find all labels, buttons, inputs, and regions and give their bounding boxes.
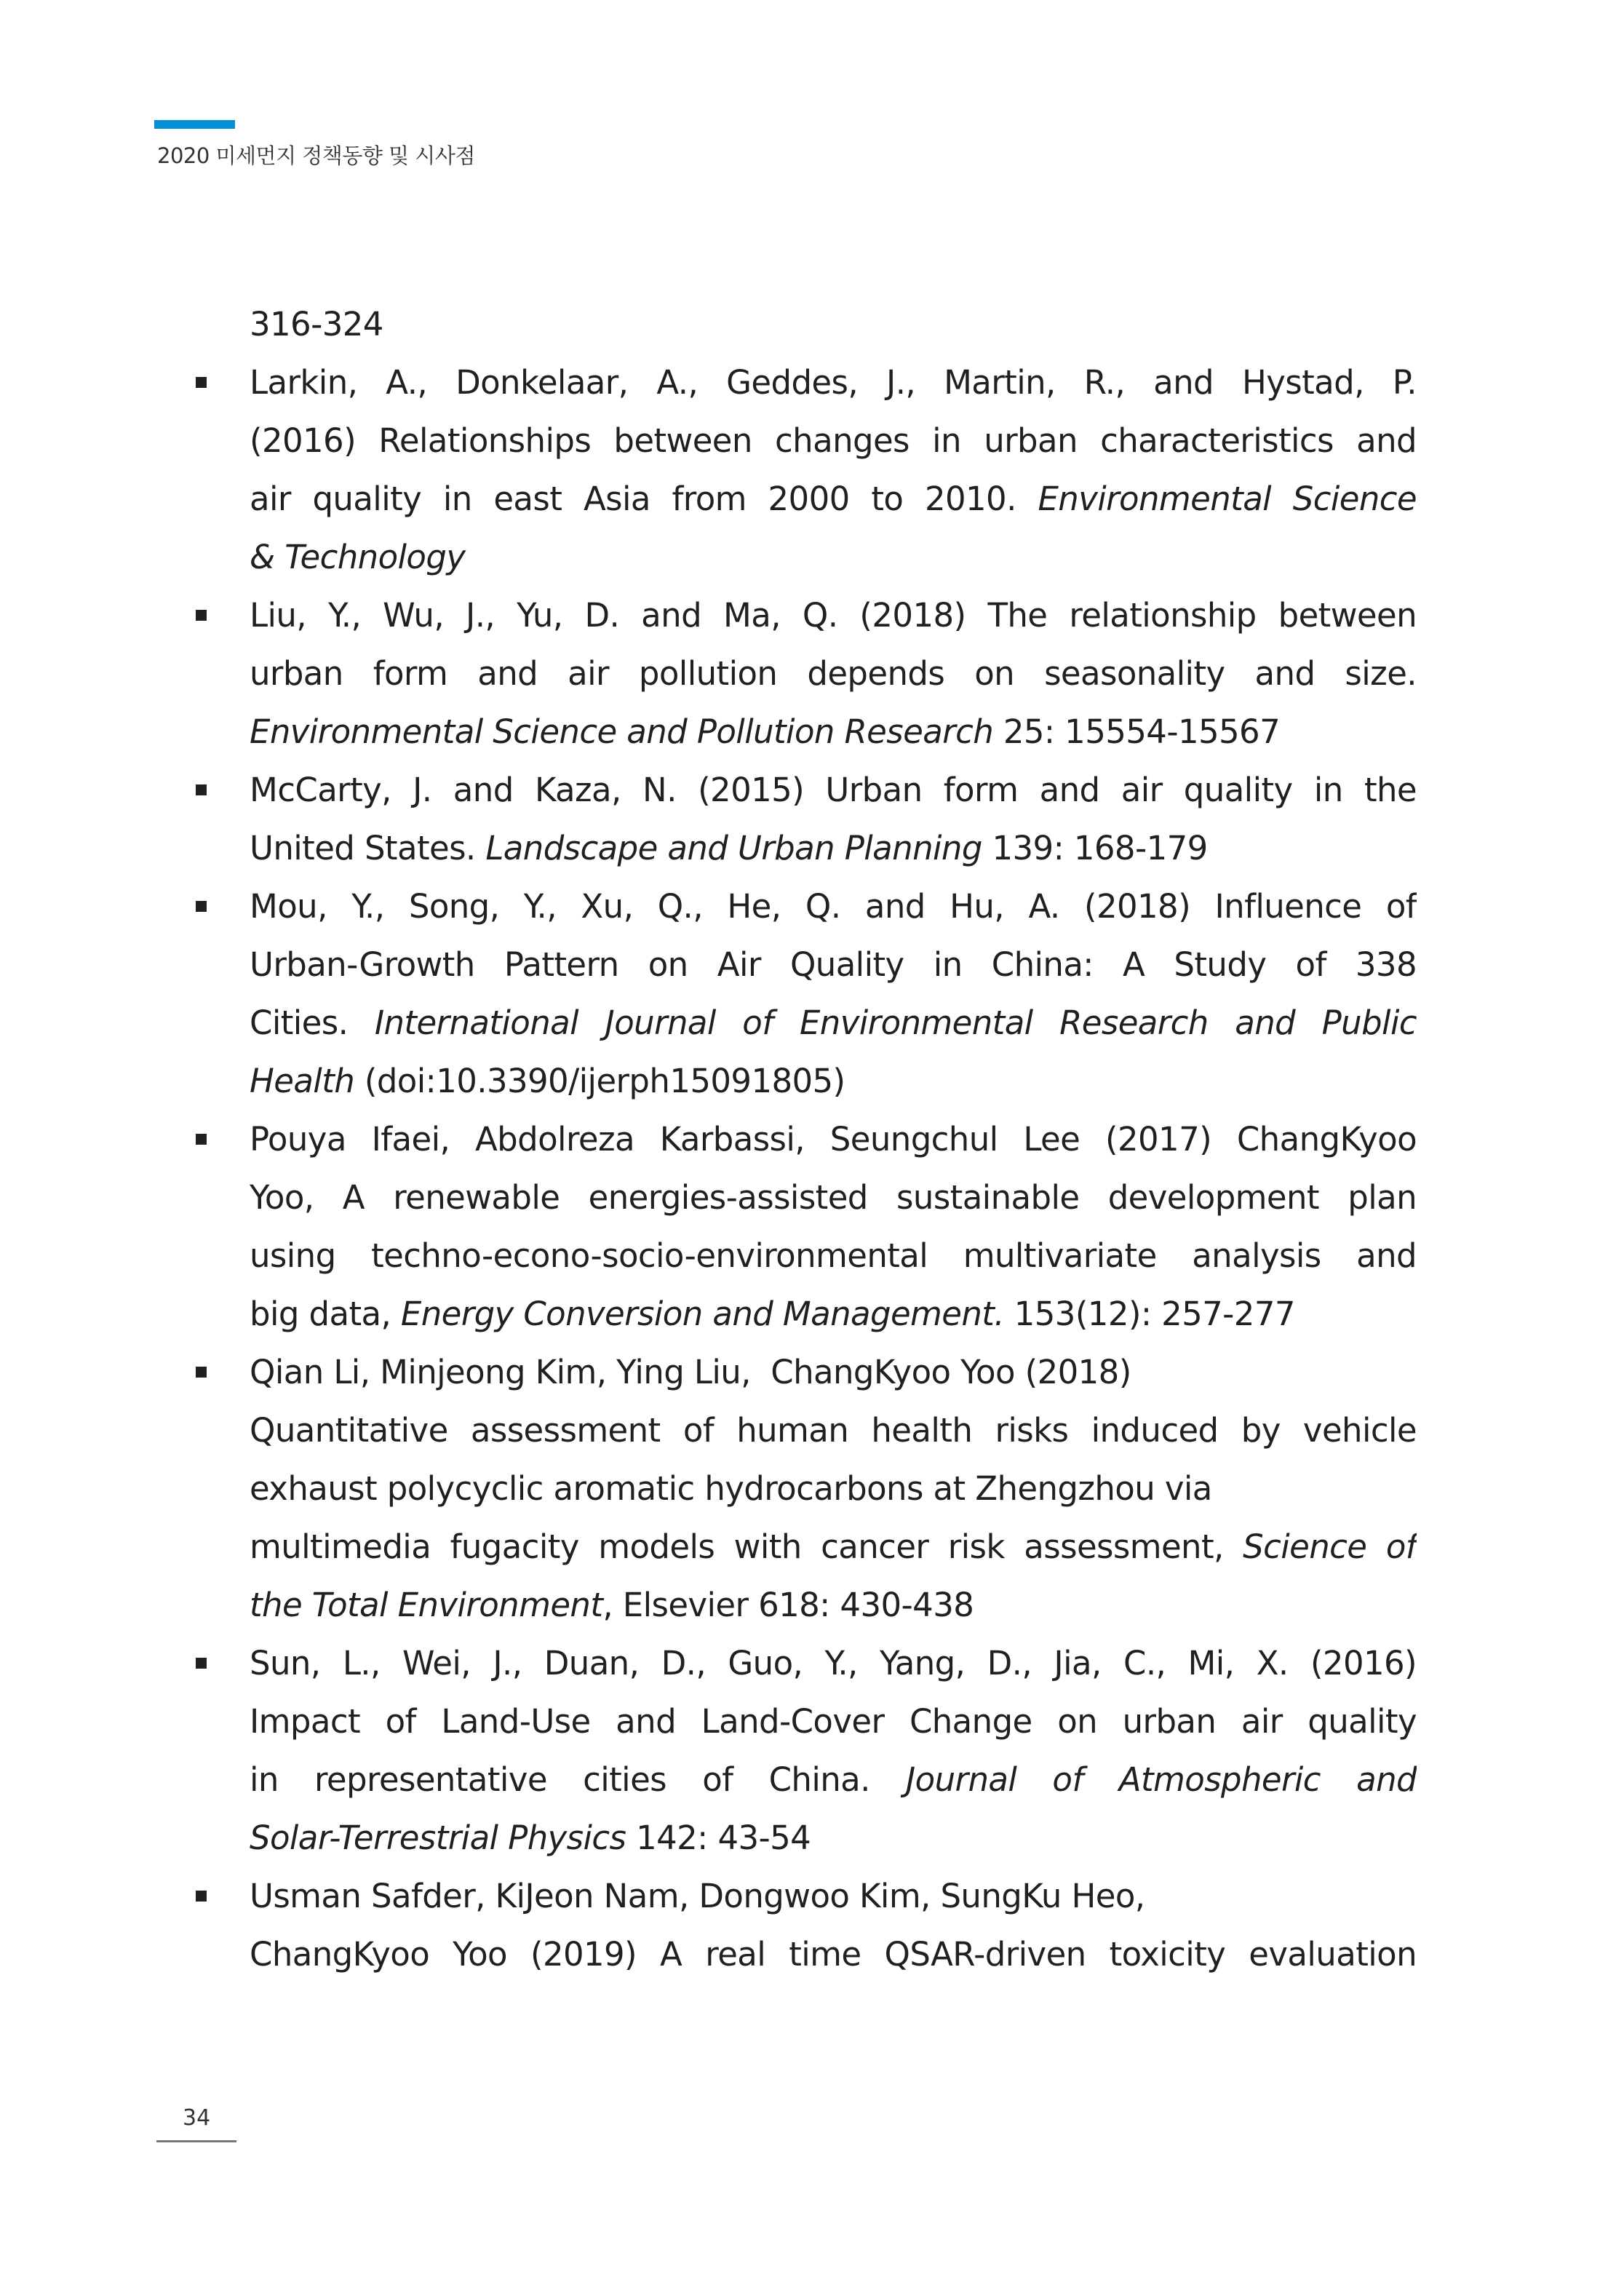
reference-text: United States.	[250, 829, 486, 867]
reference-line	[250, 1518, 1417, 1576]
journal-title: Science of	[1243, 1527, 1417, 1566]
reference-line	[250, 1169, 1417, 1227]
reference-line	[250, 1285, 1417, 1343]
running-title: 2020 미세먼지 정책동향 및 시사점	[157, 143, 475, 168]
reference-text: (doi:10.3390/ijerph15091805)	[354, 1062, 845, 1100]
reference-line	[250, 1402, 1417, 1460]
journal-title: Solar-Terrestrial Physics	[250, 1819, 626, 1857]
reference-text: Cities.	[250, 1004, 375, 1042]
reference-text: ChangKyoo Yoo (2019) A real time QSAR-driven toxicity evaluation	[250, 1935, 1417, 1974]
journal-title: International Journal of Environmental Research and Public	[374, 1004, 1417, 1042]
reference-continuation: 316-324	[250, 305, 383, 343]
reference-text: big data,	[250, 1295, 401, 1333]
reference-line	[250, 1343, 1417, 1402]
list-bullet-icon	[196, 1134, 207, 1145]
reference-line	[250, 354, 1417, 412]
reference-line	[250, 412, 1417, 470]
reference-line	[250, 819, 1417, 878]
reference-line	[250, 994, 1417, 1052]
reference-line	[250, 645, 1417, 703]
list-bullet-icon	[196, 610, 207, 621]
reference-text: exhaust polycyclic aromatic hydrocarbons at Zhengzhou via	[250, 1469, 1212, 1508]
journal-title: the Total Environment	[250, 1586, 603, 1624]
list-bullet-icon	[196, 901, 207, 912]
reference-text: McCarty, J. and Kaza, N. (2015) Urban form and air quality in the	[250, 771, 1417, 809]
journal-title: Environmental Science	[1038, 480, 1417, 518]
header-accent-bar	[154, 120, 235, 129]
reference-text: air quality in east Asia from 2000 to 2010.	[250, 480, 1038, 518]
reference-text: using techno-econo-socio-environmental multivariate analysis and	[250, 1236, 1417, 1275]
reference-text: Pouya Ifaei, Abdolreza Karbassi, Seungchul Lee (2017) ChangKyoo	[250, 1120, 1417, 1159]
list-bullet-icon	[196, 1658, 207, 1669]
reference-text: Sun, L., Wei, J., Duan, D., Guo, Y., Yang, D., Jia, C., Mi, X. (2016)	[250, 1644, 1417, 1682]
reference-line	[250, 1634, 1417, 1693]
reference-line	[250, 1052, 1417, 1110]
reference-line	[250, 1576, 1417, 1634]
reference-text: Liu, Y., Wu, J., Yu, D. and Ma, Q. (2018) The relationship between	[250, 596, 1417, 635]
reference-text: 25: 15554-15567	[993, 712, 1281, 751]
reference-line	[250, 1110, 1417, 1169]
reference-text: multimedia fugacity models with cancer risk assessment,	[250, 1527, 1243, 1566]
reference-text: Usman Safder, KiJeon Nam, Dongwoo Kim, SungKu Heo,	[250, 1877, 1145, 1915]
reference-text: (2016) Relationships between changes in urban characteristics and	[250, 421, 1417, 460]
reference-line	[250, 587, 1417, 645]
reference-text: Larkin, A., Donkelaar, A., Geddes, J., Martin, R., and Hystad, P.	[250, 363, 1417, 402]
reference-text: 139: 168-179	[982, 829, 1208, 867]
journal-title: Landscape and Urban Planning	[485, 829, 982, 867]
reference-line	[250, 1809, 1417, 1867]
reference-line	[250, 1693, 1417, 1751]
reference-text: Qian Li, Minjeong Kim, Ying Liu, ChangKyoo Yoo (2018)	[250, 1353, 1131, 1391]
reference-text: , Elsevier 618: 430-438	[602, 1586, 974, 1624]
reference-text: in representative cities of China.	[250, 1760, 907, 1799]
page-number-rule	[156, 2140, 236, 2142]
journal-title: Energy Conversion and Management.	[400, 1295, 1005, 1333]
reference-line	[250, 703, 1417, 761]
reference-line	[250, 878, 1417, 936]
reference-line	[250, 528, 1417, 587]
reference-text: Mou, Y., Song, Y., Xu, Q., He, Q. and Hu, A. (2018) Influence of	[250, 887, 1417, 926]
reference-text: Yoo, A renewable energies-assisted sustainable development plan	[250, 1178, 1417, 1217]
page-number: 34	[183, 2105, 211, 2131]
list-bullet-icon	[196, 1891, 207, 1902]
list-bullet-icon	[196, 377, 207, 388]
reference-line	[250, 936, 1417, 994]
reference-line	[250, 1926, 1417, 1984]
reference-text: Quantitative assessment of human health risks induced by vehicle	[250, 1411, 1417, 1450]
reference-line	[250, 1227, 1417, 1285]
list-bullet-icon	[196, 784, 207, 795]
list-bullet-icon	[196, 1367, 207, 1378]
reference-text: Urban-Growth Pattern on Air Quality in China: A Study of 338	[250, 945, 1417, 984]
journal-title: Environmental Science and Pollution Research	[250, 712, 994, 751]
reference-text: 142: 43-54	[626, 1819, 811, 1857]
journal-title: Health	[250, 1062, 355, 1100]
reference-line	[250, 761, 1417, 819]
reference-line	[250, 1867, 1417, 1926]
reference-text: 153(12): 257-277	[1004, 1295, 1295, 1333]
journal-title: Journal of Atmospheric and	[906, 1760, 1417, 1799]
reference-text: urban form and air pollution depends on seasonality and size.	[250, 654, 1417, 693]
reference-text: Impact of Land-Use and Land-Cover Change on urban air quality	[250, 1702, 1417, 1741]
journal-title: & Technology	[250, 538, 466, 576]
reference-line	[250, 1751, 1417, 1809]
reference-line	[250, 1460, 1417, 1518]
reference-line	[250, 470, 1417, 528]
